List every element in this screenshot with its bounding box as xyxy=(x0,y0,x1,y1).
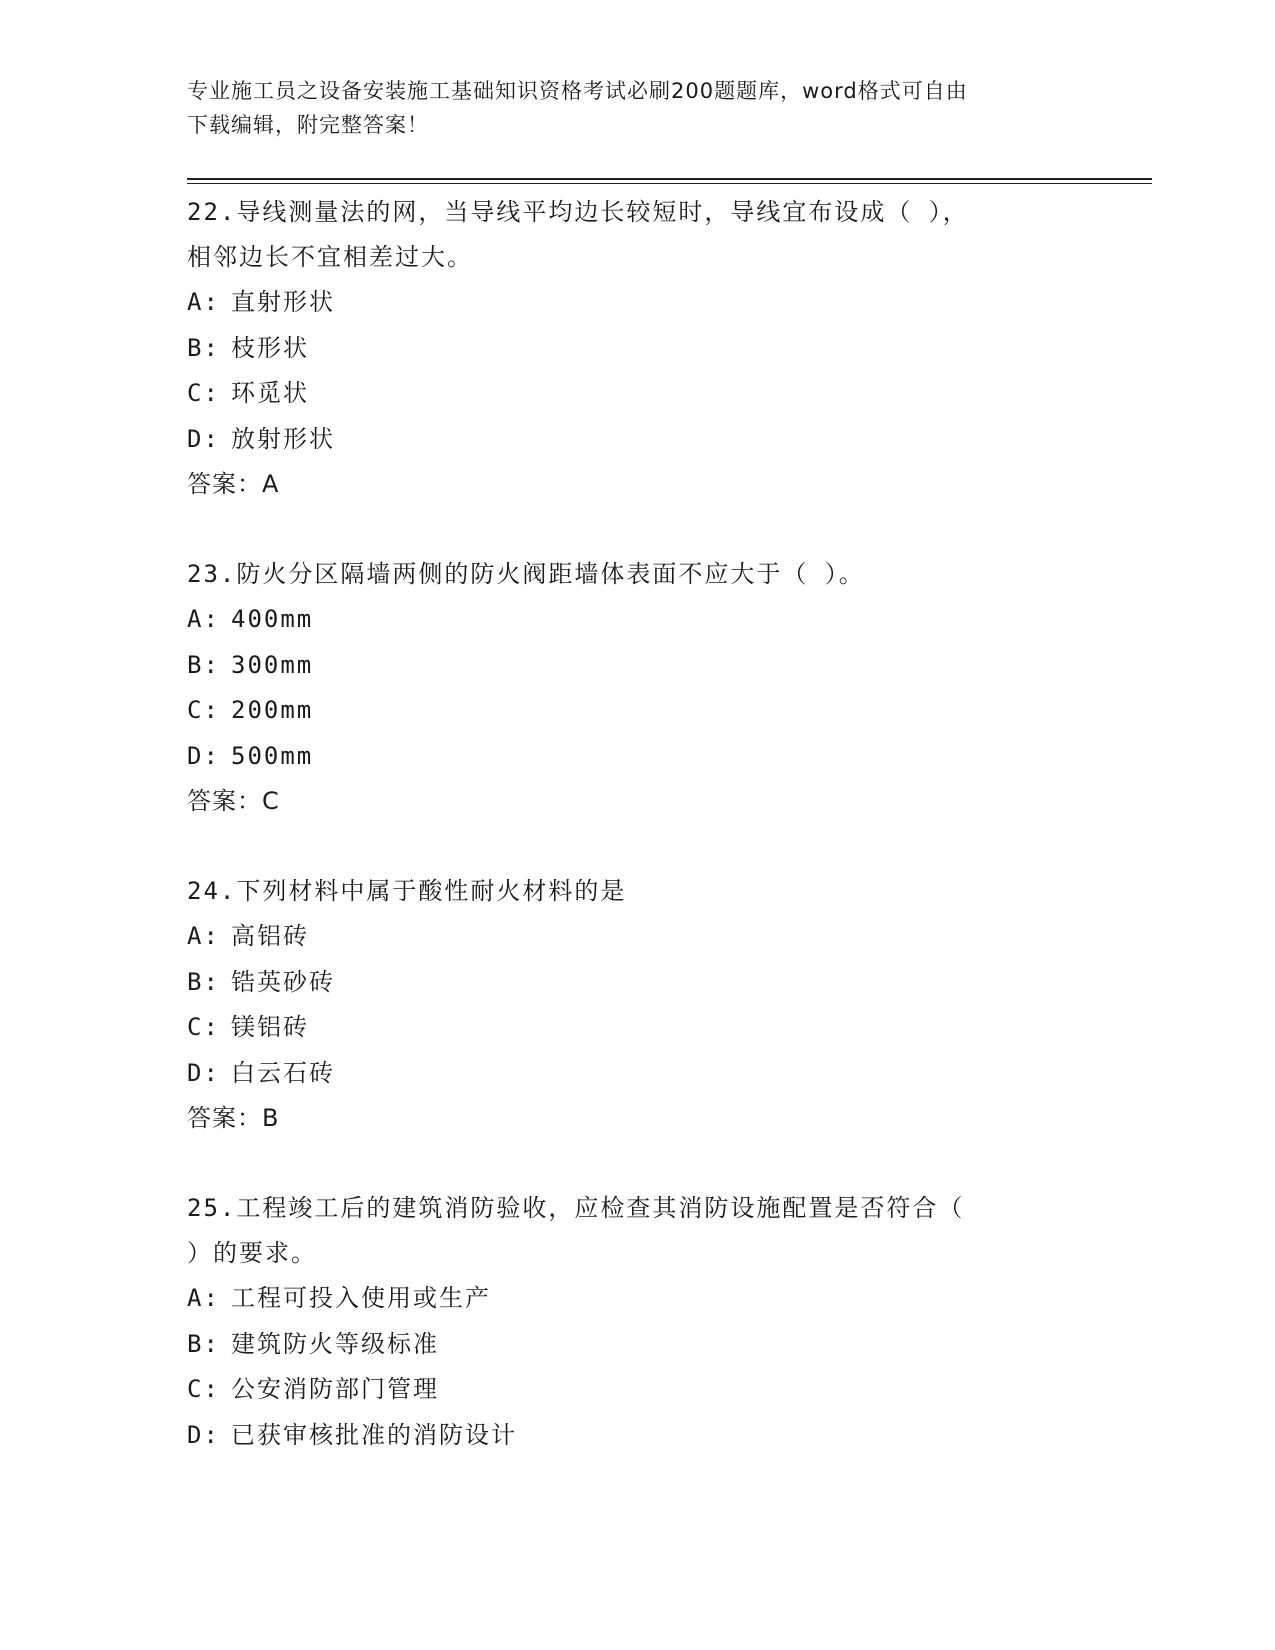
option-letter: D: xyxy=(187,741,220,770)
option-item xyxy=(187,1051,1067,1097)
option-text: 白云石砖 xyxy=(231,1058,335,1087)
question-stem: 24.下列材料中属于酸性耐火材料的是 xyxy=(187,877,627,905)
option-item xyxy=(187,417,1067,463)
option-item xyxy=(187,914,1067,960)
option-letter: D: xyxy=(187,424,220,453)
header-line-1: 专业施工员之设备安装施工基础知识资格考试必刷200题题库，word格式可自由 xyxy=(187,79,968,103)
question-stem: 相邻边长不宜相差过大。 xyxy=(187,243,473,271)
option-letter: A: xyxy=(187,605,220,633)
header-divider xyxy=(187,178,1152,180)
option-item xyxy=(187,643,1067,689)
option-letter: C: xyxy=(187,1013,220,1041)
option-text: 500mm xyxy=(231,741,314,770)
option-item xyxy=(187,1005,1067,1051)
option-letter: B: xyxy=(187,333,220,362)
option-letter: A: xyxy=(187,922,220,950)
option-text: 环觅状 xyxy=(231,379,309,407)
option-text: 200mm xyxy=(231,696,314,724)
question-block xyxy=(187,1186,1067,1458)
question-stem: 23.防火分区隔墙两侧的防火阀距墙体表面不应大于（ ）。 xyxy=(187,560,865,588)
option-item xyxy=(187,688,1067,734)
option-letter: C: xyxy=(187,1375,220,1403)
option-letter: C: xyxy=(187,379,220,407)
option-text: 公安消防部门管理 xyxy=(231,1375,439,1403)
option-text: 枝形状 xyxy=(231,333,309,362)
option-text: 放射形状 xyxy=(231,424,335,453)
option-item xyxy=(187,1367,1067,1413)
option-text: 建筑防火等级标准 xyxy=(231,1329,439,1358)
option-text: 高铝砖 xyxy=(231,922,309,950)
option-letter: C: xyxy=(187,696,220,724)
option-letter: B: xyxy=(187,967,220,996)
option-item xyxy=(187,1413,1067,1459)
header-line-2: 下载编辑，附完整答案！ xyxy=(187,113,429,137)
question-stem: 25.工程竣工后的建筑消防验收，应检查其消防设施配置是否符合（ xyxy=(187,1194,965,1222)
option-text: 工程可投入使用或生产 xyxy=(231,1284,491,1312)
option-text: 锆英砂砖 xyxy=(231,967,335,996)
option-letter: A: xyxy=(187,1284,220,1312)
answer-line: 答案：B xyxy=(187,1104,280,1132)
option-item xyxy=(187,960,1067,1006)
question-stem: ）的要求。 xyxy=(187,1239,317,1267)
answer-line: 答案：C xyxy=(187,787,280,815)
option-item xyxy=(187,597,1067,643)
option-letter: B: xyxy=(187,650,220,679)
header-divider-thin xyxy=(187,183,1152,184)
option-text: 直射形状 xyxy=(231,288,335,316)
question-block xyxy=(187,552,1067,824)
question-block xyxy=(187,190,1067,507)
option-text: 300mm xyxy=(231,650,314,679)
question-list xyxy=(187,190,1067,1503)
option-letter: D: xyxy=(187,1058,220,1087)
option-item xyxy=(187,280,1067,326)
option-item xyxy=(187,326,1067,372)
option-item xyxy=(187,1276,1067,1322)
option-item xyxy=(187,734,1067,780)
answer-line: 答案：A xyxy=(187,470,280,498)
question-block xyxy=(187,869,1067,1141)
option-item xyxy=(187,1322,1067,1368)
option-letter: B: xyxy=(187,1329,220,1358)
option-item xyxy=(187,371,1067,417)
option-text: 镁铝砖 xyxy=(231,1013,309,1041)
option-letter: A: xyxy=(187,288,220,316)
option-text: 已获审核批准的消防设计 xyxy=(231,1420,517,1449)
option-letter: D: xyxy=(187,1420,220,1449)
option-text: 400mm xyxy=(231,605,314,633)
question-stem: 22.导线测量法的网，当导线平均边长较短时，导线宜布设成（ ）， xyxy=(187,198,969,226)
document-header xyxy=(187,74,1067,142)
